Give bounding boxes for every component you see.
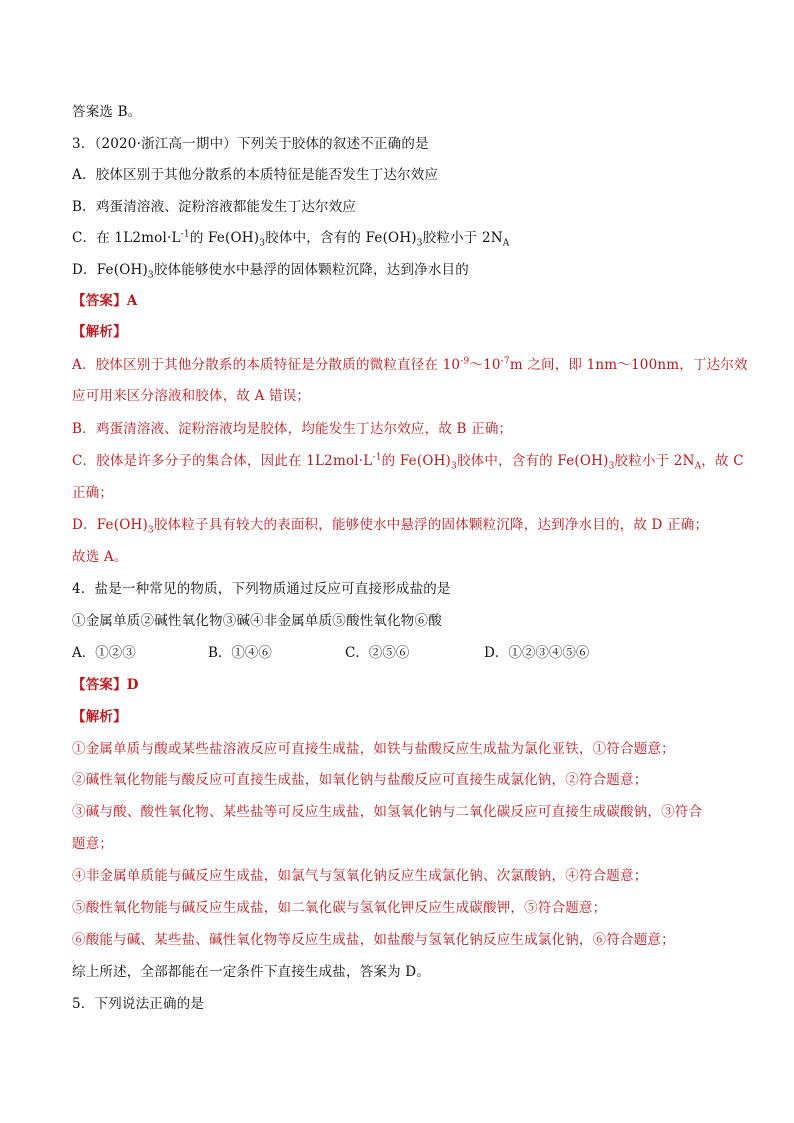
question-4-explain-6: ⑥酸能与碱、某些盐、碱性氧化物等反应生成盐，如盐酸与氢氧化钠反应生成氯化钠，⑥符合题意； [72,932,675,948]
question-4-explain-3-line2: 题意； [72,836,114,852]
question-4-option-d: D．①②③④⑤⑥ [484,645,590,661]
prev-answer-line: 答案选 B。 [72,104,142,120]
question-3-explain-a-line1: A．胶体区别于其他分散系的本质特征是分散质的微粒直径在 $10^{-9}\sim 10^{-7}m$ 之间，即 1nm～100nm，丁达尔效 [72,356,748,373]
question-4-explain-1: ①金属单质与酸或某些盐溶液反应可直接生成盐，如铁与盐酸反应生成盐为氯化亚铁，①符合题意； [72,741,675,757]
question-4-option-a: A．①②③ [72,645,136,661]
question-3-analysis-heading: 【解析】 [72,324,127,340]
question-5-stem: 5．下列说法正确的是 [72,996,205,1012]
question-4-explain-5: ⑤酸性氧化物能与碱反应生成盐，如二氧化碳与氢氧化钾反应生成碳酸钾，⑤符合题意； [72,900,607,916]
question-4-explain-3-line1: ③碱与酸、酸性氧化物、某些盐等可反应生成盐，如氢氧化钠与二氧化碳反应可直接生成碳酸钠，③符合 [72,804,703,820]
question-4-summary: 综上所述，全部都能在一定条件下直接生成盐，答案为 D。 [72,964,431,980]
question-3-explain-a-line2: 应可用来区分溶液和胶体，故 A 错误； [72,388,311,404]
question-4-items: ①金属单质②碱性氧化物③碱④非金属单质⑤酸性氧化物⑥酸 [72,613,442,629]
question-3-option-c: C．在 $1L2mol\cdot L^{-1}$的 $Fe(OH)_3$胶体中，含有的 $Fe(OH)_3$胶粒小于 $2N_A$ [72,229,510,249]
question-3-conclusion: 故选 A。 [72,549,128,565]
question-3-option-d: D．$Fe(OH)_3$胶体能够使水中悬浮的固体颗粒沉降，达到净水目的 [72,262,469,281]
question-4-analysis-heading: 【解析】 [72,709,127,725]
question-3-option-a: A．胶体区别于其他分散系的本质特征是能否发生丁达尔效应 [72,167,439,183]
question-4-answer: 【答案】D [72,677,139,693]
question-4-stem: 4．盐是一种常见的物质，下列物质通过反应可直接形成盐的是 [72,581,451,597]
question-3-answer: 【答案】A [72,293,138,309]
question-3-explain-c-line2: 正确； [72,485,114,501]
question-3-stem: 3．（2020·浙江高一期中）下列关于胶体的叙述不正确的是 [72,136,429,152]
question-3-explain-b: B．鸡蛋清溶液、淀粉溶液均是胶体，均能发生丁达尔效应，故 B 正确； [72,421,513,437]
question-3-option-b: B．鸡蛋清溶液、淀粉溶液都能发生丁达尔效应 [72,199,357,215]
question-4-option-c: C．②⑤⑥ [345,645,410,661]
question-4-explain-2: ②碱性氧化物能与酸反应可直接生成盐，如氧化钠与盐酸反应可直接生成氯化钠，②符合题意； [72,772,648,788]
question-3-explain-c-line1: C．胶体是许多分子的集合体，因此在 $1L2mol\cdot L^{-1}$的 $Fe(OH)_3$胶体中，含有的 $Fe(OH)_3$胶粒小于 $2N_A$，故 C [72,452,744,472]
question-4-explain-4: ④非金属单质能与碱反应生成盐，如氯气与氢氧化钠反应生成氯化钠、次氯酸钠，④符合题意； [72,868,648,884]
question-4-option-b: B．①④⑥ [208,645,272,661]
question-3-explain-d: D．$Fe(OH)_3$胶体粒子具有较大的表面积，能够使水中悬浮的固体颗粒沉降，达到净水目的，故 D 正确； [72,517,709,536]
